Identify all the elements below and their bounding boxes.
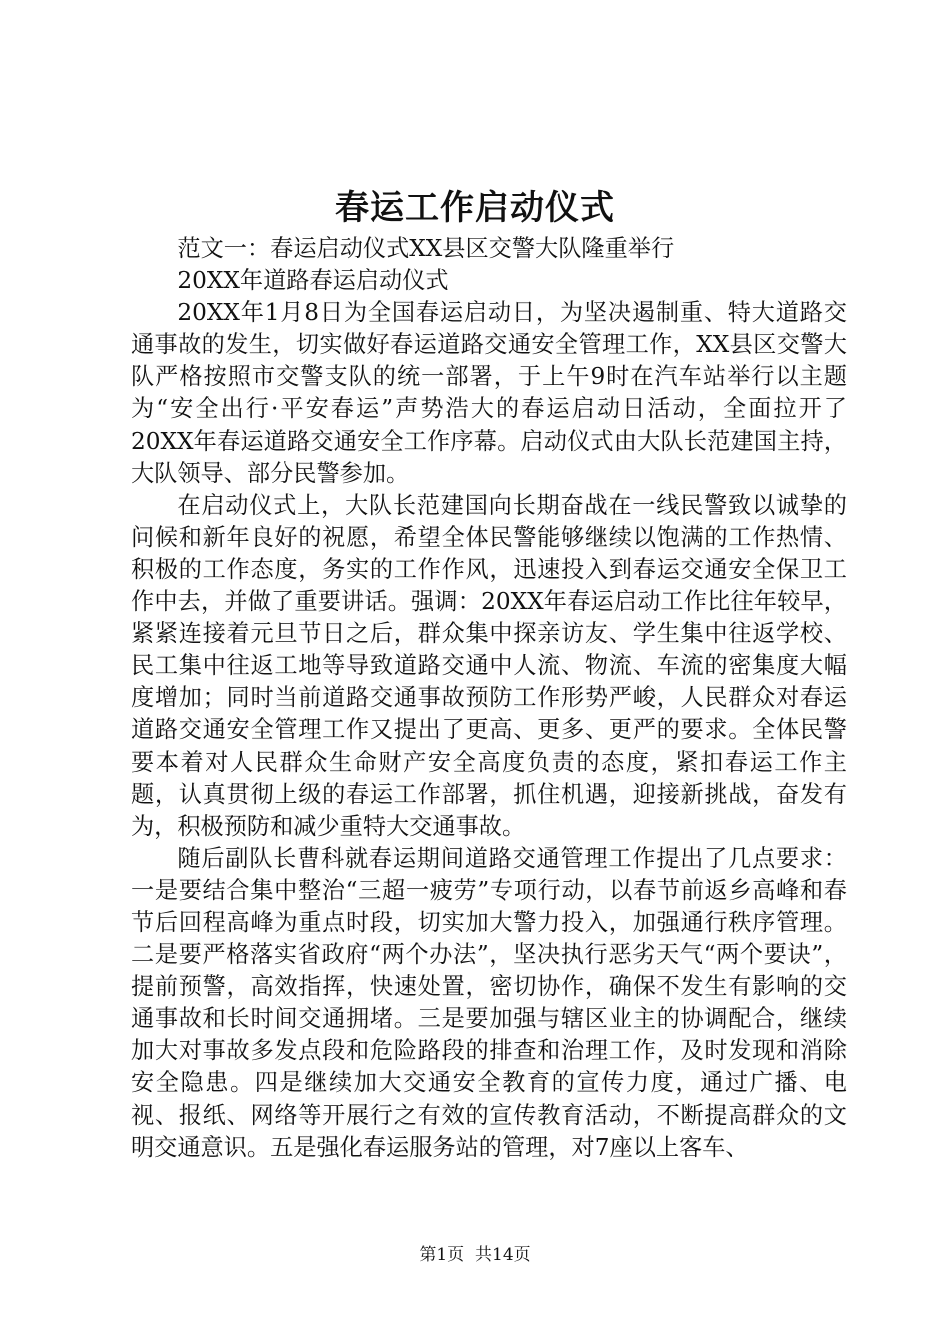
page-total: 共14页 [475,1245,531,1265]
page-footer [0,1244,950,1266]
document-title: 春运工作启动仪式 [335,188,615,228]
paragraph-speech: 在启动仪式上，大队长范建国向长期奋战在一线民警致以诚挚的问候和新年良好的祝愿，希望全体民警能够继续以饱满的工作热情、积极的工作态度，务实的工作作风，迅速投入到春运交通安全保卫工作中去，并做了重要讲话。强调：20XX年春运启动工作比往年较早，紧紧连接着元旦节日之后，群众集中探亲访友、学生集中往返学校、民工集中往返工地等导致道路交通中人流、物流、车流的密集度大幅度增加；同时当前道路交通事故预防工作形势严峻，人民群众对春运道路交通安全管理工作又提出了更高、更多、更严的要求。全体民警要本着对人民群众生命财产安全高度负责的态度，紧扣春运工作主题，认真贯彻上级的春运工作部署，抓住机遇，迎接新挑战，奋发有为，积极预防和减少重特大交通事故。 [131,491,847,840]
paragraph-sample-heading: 范文一：春运启动仪式XX县区交警大队隆重举行 [177,235,675,262]
page-number: 第1页 [419,1245,465,1265]
document-body [131,233,847,1164]
paragraph-subheading: 20XX年道路春运启动仪式 [177,267,449,295]
paragraph-requirements: 随后副队长曹科就春运期间道路交通管理工作提出了几点要求：一是要结合集中整治“三超一疲劳”专项行动，以春节前返乡高峰和春节后回程高峰为重点时段，切实加大警力投入，加强通行秩序管理。二是要严格落实省政府“两个办法”，坚决执行恶劣天气“两个要诀”，提前预警，高效指挥，快速处置，密切协作，确保不发生有影响的交通事故和长时间交通拥堵。三是要加强与辖区业主的协调配合，继续加大对事故多发点段和危险路段的排查和治理工作，及时发现和消除安全隐患。四是继续加大交通安全教育的宣传力度，通过广播、电视、报纸、网络等开展行之有效的宣传教育活动，不断提高群众的文明交通意识。五是强化春运服务站的管理，对7座以上客车、 [131,844,847,1161]
paragraph-intro: 20XX年1月8日为全国春运启动日，为坚决遏制重、特大道路交通事故的发生，切实做好春运道路交通安全管理工作，XX县区交警大队严格按照市交警支队的统一部署，于上午9时在汽车站举行以主题为“安全出行·平安春运”声势浩大的春运启动日活动，全面拉开了20XX年春运道路交通安全工作序幕。启动仪式由大队长范建国主持，大队领导、部分民警参加。 [131,299,847,487]
